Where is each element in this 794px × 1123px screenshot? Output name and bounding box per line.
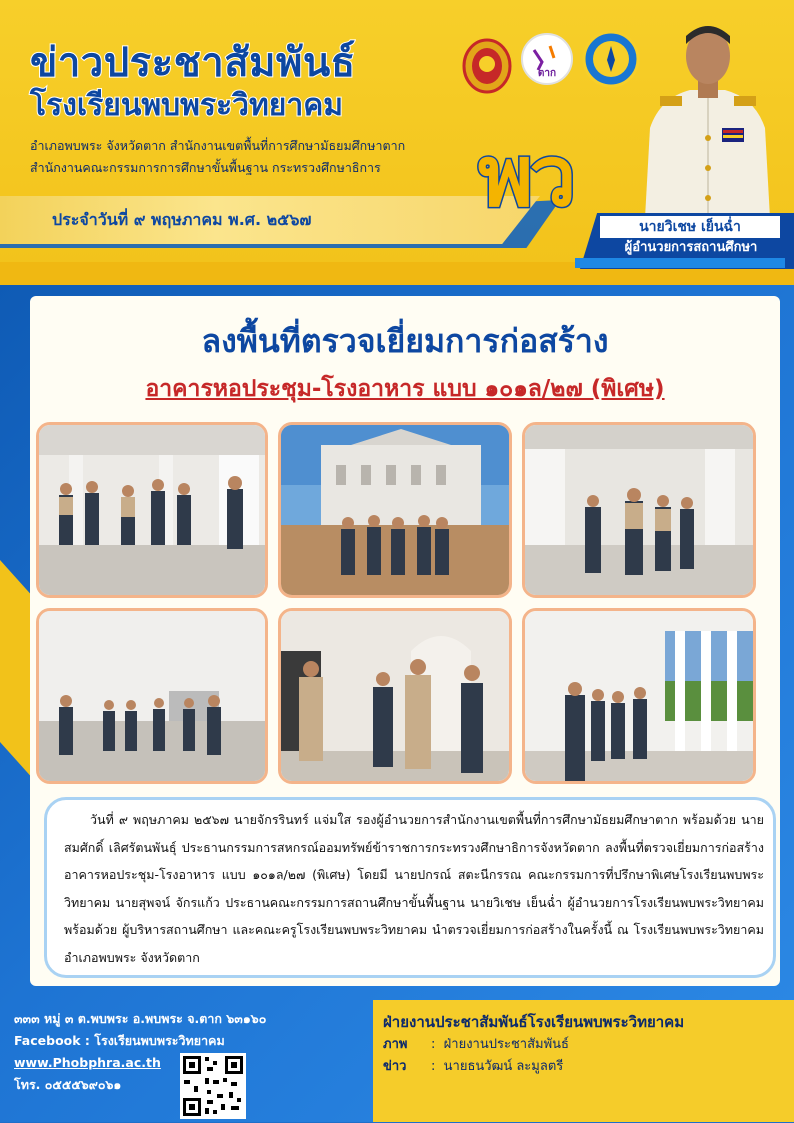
article-body <box>64 806 764 971</box>
photo-credit-sep: : <box>431 1037 436 1052</box>
school-logo <box>582 30 640 92</box>
photo-2 <box>278 422 512 598</box>
article-subheading: อาคารหอประชุม-โรงอาหาร แบบ ๑๐๑ล/๒๗ (พิเศษ) <box>145 376 665 402</box>
photo-1 <box>36 422 268 598</box>
article-body-text: วันที่ ๙ พฤษภาคม ๒๕๖๗ นายจักรรินทร์ แจ่มใส รองผู้อำนวยการสำนักงานเขตพื้นที่การศึกษามัธยมศึกษาตาก พร้อมด้วย นายสมศักดิ์ เลิศรัตนพันธุ์ ประธานกรรมการสหกรณ์ออมทรัพย์ข้าราชการกระทรวงศึกษาธิการจังหวัดตาก ลงพื้นที่ตรวจเยี่ยมการก่อสร้างอาคารหอประชุม-โรงอาหาร แบบ ๑๐๑ล/๒๗ (พิเศษ) โดยมี นายปกรณ์ สตะนีกรรณ คณะกรรมการที่ปรึกษาพิเศษโรงเรียนพบพระวิทยาคม นายสุพจน์ จักรแก้ว ประธานคณะกรรมการสถานศึกษาขั้นพื้นฐาน นายวิเชษ เย็นฉ่ำ ผู้อำนวยการโรงเรียนพบพระวิทยาคม พร้อมด้วย ผู้บริหารสถานศึกษา และคณะครูโรงเรียนพบพระวิทยาคม นำตรวจเยี่ยมการก่อสร้างในครั้งนี้ ณ โรงเรียนพบพระวิทยาคม อำเภอพบพระ จังหวัดตาก <box>64 812 764 965</box>
issue-date: ประจำวันที่ ๙ พฤษภาคม พ.ศ. ๒๕๖๗ <box>52 210 312 229</box>
page-title: ข่าวประชาสัมพันธ์ <box>30 40 356 86</box>
website-link[interactable]: www.Phobphra.ac.th <box>14 1055 161 1070</box>
director-name-band-accent <box>575 258 785 268</box>
director-portrait <box>640 18 775 218</box>
photo-3 <box>522 422 756 598</box>
news-credit <box>383 1055 563 1076</box>
photo-credit <box>383 1033 569 1054</box>
tak-logo-text: ตาก <box>537 68 557 79</box>
pr-department: ฝ่ายงานประชาสัมพันธ์โรงเรียนพบพระวิทยาคม <box>383 1013 685 1031</box>
school-name: โรงเรียนพบพระวิทยาคม <box>30 88 344 123</box>
phone: โทร. ๐๕๕๕๖๙๐๖๑ <box>14 1077 122 1092</box>
director-name: นายวิเชษ เย็นฉ่ำ <box>600 216 780 238</box>
subtitle-line2: สำนักงานคณะกรรมการการศึกษาขั้นพื้นฐาน กระทรวงศึกษาธิการ <box>30 160 381 175</box>
ministry-seal-logo <box>462 38 512 98</box>
director-position: ผู้อำนวยการสถานศึกษา <box>624 240 758 255</box>
subtitle-line1: อำเภอพบพระ จังหวัดตาก สำนักงานเขตพื้นที่การศึกษามัธยมศึกษาตาก <box>30 138 406 153</box>
photo-4 <box>36 608 268 784</box>
school-wordmark: พว <box>478 127 573 225</box>
address: ๓๓๓ หมู่ ๓ ต.พบพระ อ.พบพระ จ.ตาก ๖๓๑๖๐ <box>14 1011 267 1026</box>
news-credit-label: ข่าว <box>383 1059 407 1074</box>
photo-credit-label: ภาพ <box>383 1037 408 1052</box>
facebook-link[interactable]: Facebook : โรงเรียนพบพระวิทยาคม <box>14 1033 225 1048</box>
article-heading: ลงพื้นที่ตรวจเยี่ยมการก่อสร้าง <box>201 322 609 360</box>
photo-credit-value: ฝ่ายงานประชาสัมพันธ์ <box>443 1037 569 1052</box>
news-credit-value: นายธนวัฒน์ ละมูลตรี <box>443 1059 564 1074</box>
news-credit-sep: : <box>431 1059 436 1074</box>
tak-office-logo <box>520 32 574 90</box>
qr-code[interactable] <box>180 1053 246 1119</box>
photo-6 <box>522 608 756 784</box>
photo-5 <box>278 608 512 784</box>
